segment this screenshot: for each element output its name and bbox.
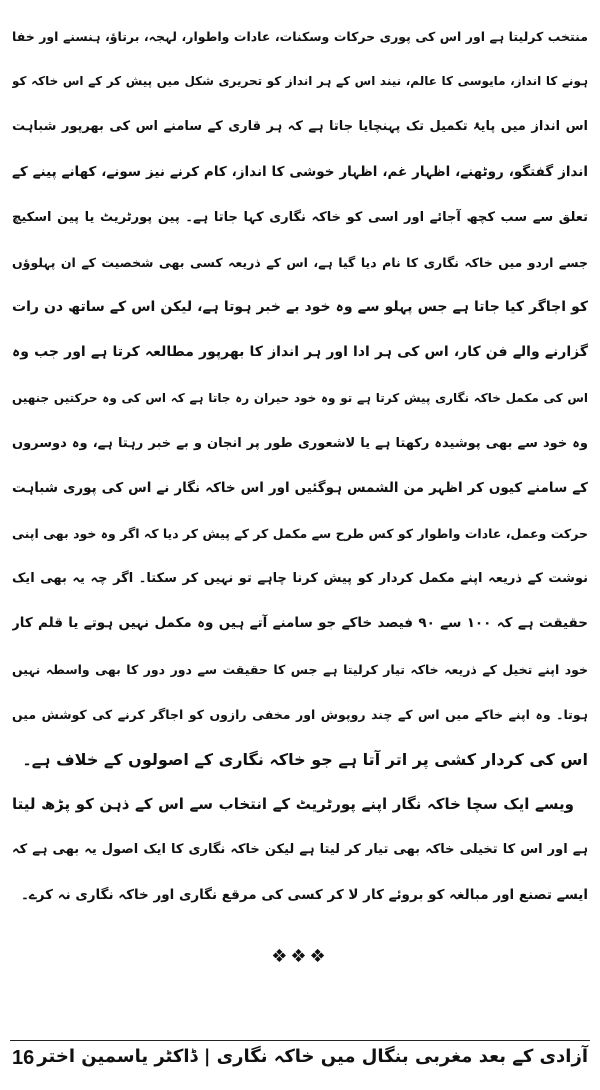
body-text [12, 14, 588, 918]
page-number: 16 [12, 1047, 35, 1069]
text-line: ہے اور اس کا تخیلی خاکہ بھی تیار کر لیتا ہے لیکن خاکہ نگاری کا ایک اصول یہ بھی ہے کہ [12, 842, 588, 858]
text-line: منتخب کرلیتا ہے اور اس کی پوری حرکات وسکنات، عادات واطوار، لہجہ، برتاؤ، ہنسنے اور خفا [12, 29, 588, 44]
text-line: نوشت کے ذریعہ اپنے مکمل کردار کو پیش کرنا چاہے تو نہیں کر سکتا۔ اگر چہ یہ بھی ایک [12, 571, 588, 587]
text-line: وہ خود سے بھی پوشیدہ رکھتا ہے یا لاشعوری طور پر انجان و بے خبر رہتا ہے، وہ دوسروں [12, 435, 588, 451]
text-line: کو اجاگر کیا جاتا ہے جس پہلو سے وہ خود بے خبر ہوتا ہے، لیکن اس کے ساتھ دن رات [12, 299, 588, 316]
section-end-ornament: ❖❖❖ [271, 946, 329, 967]
text-line: ہونے کا انداز، مایوسی کا عالم، نیند اس کے ہر انداز کو تحریری شکل میں پیش کر کے اس خاکہ کو [12, 74, 588, 89]
text-line: تعلق سے سب کچھ آجائے اور اسی کو خاکہ نگاری کہا جاتا ہے۔ پین پورٹریٹ یا پین اسکیچ [12, 209, 588, 225]
text-line: اس انداز میں پایۂ تکمیل تک پہنچایا جاتا ہے کہ ہر قاری کے سامنے اس کی بھرپور شباہت [12, 119, 588, 135]
text-line: اس کی مکمل خاکہ نگاری پیش کرتا ہے تو وہ خود حیران رہ جاتا ہے کہ اس کی وہ حرکتیں جنھیں [12, 390, 588, 405]
text-line: انداز گفتگو، روٹھنے، اظہار غم، اظہار خوشی کا انداز، کام کرنے نیز سونے، کھانے پینے کے [12, 163, 588, 180]
text-line: حرکت وعمل، عادات واطوار کو کس طرح سے مکمل کر کے پیش کر دیا کہ اگر وہ خود بھی اپنی [12, 526, 588, 542]
running-footer-title: آزادی کے بعد مغربی بنگال میں خاکہ نگاری | ڈاکٹر یاسمین اختر [37, 1046, 588, 1067]
text-line: حقیقت ہے کہ ۱۰۰ سے ۹۰ فیصد خاکے جو سامنے آتے ہیں وہ مکمل نہیں ہوتے یا قلم کار [12, 615, 588, 632]
text-line: ہوتا۔ وہ اپنے خاکے میں اس کے چند روپوش اور مخفی رازوں کو اجاگر کرنے کی کوشش میں [12, 706, 588, 722]
text-line: خود اپنے تخیل کے ذریعہ خاکہ تیار کرلیتا ہے جس کا حقیقت سے دور دور کا بھی واسطہ نہیں [12, 661, 588, 677]
text-line-paragraph-end: اس کی کردار کشی پر اتر آتا ہے جو خاکہ نگاری کے اصولوں کے خلاف ہے۔ [22, 750, 588, 769]
text-line: گزارنے والے فن کار، اس کی ہر ادا اور ہر انداز کا بھرپور مطالعہ کرتا ہے اور جب وہ [12, 344, 588, 361]
footer-divider [10, 1040, 590, 1041]
text-line: جسے اردو میں خاکہ نگاری کا نام دیا گیا ہے، اس کے ذریعہ کسی بھی شخصیت کے ان پہلوؤں [12, 254, 588, 270]
text-line-paragraph-end: ایسے تصنع اور مبالغہ کو بروئے کار لا کر کسی کی مرقع نگاری اور خاکہ نگاری نہ کرے۔ [20, 886, 588, 903]
text-line-paragraph-start: ویسے ایک سچا خاکہ نگار اپنے پورٹریٹ کے انتخاب سے اس کے ذہن کو پڑھ لیتا [12, 795, 574, 814]
text-line: کے سامنے کیوں کر اظہر من الشمس ہوگئیں اور اس خاکہ نگار نے اس کی پوری شباہت [12, 479, 588, 496]
